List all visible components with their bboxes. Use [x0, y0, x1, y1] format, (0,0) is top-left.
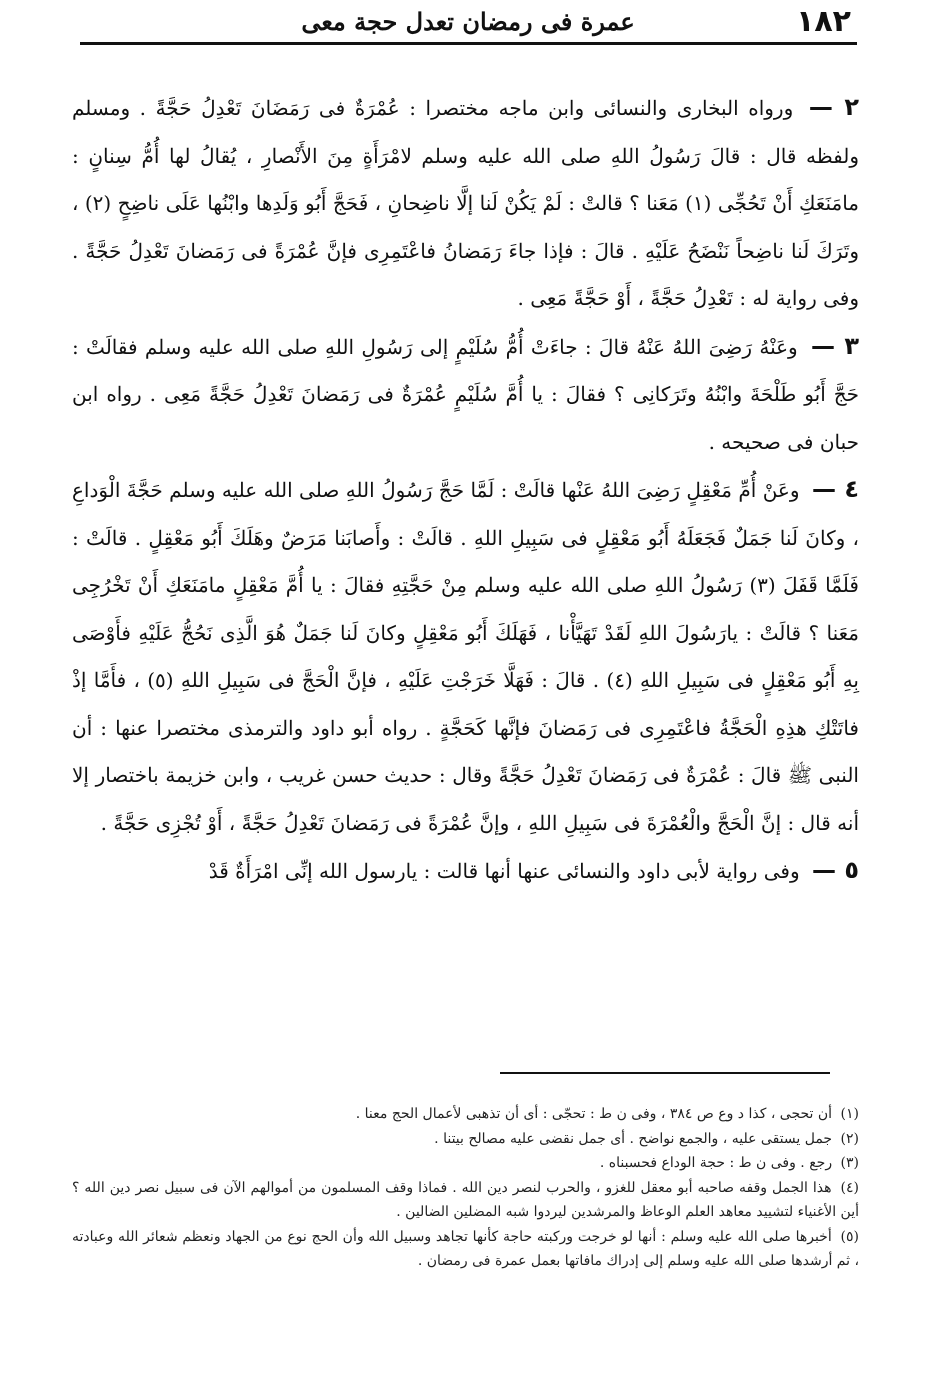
page-header — [80, 0, 857, 45]
footnote — [72, 1127, 859, 1152]
hadith-text: وعَنْ أُمِّ مَعْقِلٍ رَضِىَ اللهُ عَنْها قالَتْ : لَمَّا حَجَّ رَسُولُ اللهِ صلى الله عليه وسلم حَجَّةَ الْوَداعِ ، وكانَ لَنا جَمَلٌ فَجَعَلَهُ أَبُو مَعْقِلٍ فى سَبِيلِ اللهِ . قالَتْ : وأَصابَنا مَرَضٌ وهَلَكَ أَبُو مَعْقِلٍ . قالَتْ : فَلَمَّا قَفَلَ (٣) رَسُولُ اللهِ صلى الله عليه وسلم مِنْ حَجَّتِهِ فقالَ : يا أُمَّ مَعْقِلٍ مامَنَعَكِ أَنْ تَخْرُجِى مَعَنا ؟ قالَتْ : يارَسُولَ اللهِ لَقَدْ تَهَيَّأْنا ، فَهَلَكَ أَبُو مَعْقِلٍ وكانَ لَنا جَمَلٌ هُوَ الَّذِى نَحُجُّ عَلَيْهِ فأَوْصَى بِهِ أَبُو مَعْقِلٍ فى سَبِيلِ اللهِ (٤) . قالَ : فَهَلَّا خَرَجْتِ عَلَيْهِ ، فإنَّ الْحَجَّ فى سَبِيلِ اللهِ (٥) ، فأَمَّا إذْ فاتَتْكِ هذِهِ الْحَجَّةُ فاعْتَمِرِى فى رَمَضانَ فإنَّها كَحَجَّةٍ . رواه أبو داود والترمذى مختصرا عنها : أن النبى ﷺ قالَ : عُمْرَةٌ فى رَمَضانَ تَعْدِلُ حَجَّةً وقال : حديث حسن غريب ، وابن خزيمة باختصار إلا أنه قال : إنَّ الْحَجَّ والْعُمْرَةَ فى سَبِيلِ اللهِ ، وإنَّ عُمْرَةً فى رَمَضانَ تَعْدِلُ حَجَّةً ، أَوْ تُجْزِى حَجَّةً . — [72, 478, 859, 835]
hadith-paragraph — [72, 84, 859, 323]
footnote-number: (١) — [840, 1106, 859, 1122]
page-number: ١٨٢ — [796, 3, 851, 39]
hadith-paragraph — [72, 323, 859, 467]
hadith-paragraph — [72, 466, 859, 847]
footnote-number: (٣) — [840, 1155, 859, 1171]
footnote-number: (٥) — [840, 1228, 860, 1245]
footnote — [72, 1176, 859, 1225]
hadith-number: ٢ — — [808, 93, 860, 121]
footnote-divider — [500, 1072, 830, 1074]
running-title: عمرة فى رمضان تعدل حجة معى — [301, 6, 635, 36]
footnote — [72, 1102, 859, 1127]
hadith-paragraph — [72, 847, 859, 896]
footnote-text: أن تحجى ، كذا د وع ص ٣٨٤ ، وفى ن ط : تحجّى : أى أن تذهبى لأعمال الحج معنا . — [355, 1106, 833, 1122]
hadith-text: وعَنْهُ رَضِىَ اللهُ عَنْهُ قالَ : جاءَتْ أُمُّ سُلَيْمٍ إلى رَسُولِ اللهِ صلى الله عليه وسلم فقالَتْ : حَجَّ أَبُو طَلْحَةَ وابْنُهُ وتَرَكانِى ؟ فقالَ : يا أُمَّ سُلَيْمٍ عُمْرَةٌ فى رَمَضانَ تَعْدِلُ حَجَّةً مَعِى . رواه ابن حبان فى صحيحه . — [72, 334, 859, 454]
hadith-text: وفى رواية لأبى داود والنسائى عنها أنها قالت : يارسول الله إنِّى امْرَأَةٌ قَدْ — [208, 859, 800, 883]
hadith-number: ٥ — — [811, 856, 859, 884]
footnote — [72, 1225, 859, 1274]
hadith-number: ٣ — — [811, 331, 860, 360]
hadith-number: ٤ — — [811, 475, 859, 503]
footnote-text: أخبرها صلى الله عليه وسلم : أنها لو خرجت وركبته حاجة كأنها تجاهد وسبيل الله وأن الحج نوع من الجهاد ونعظم شعائر الله وعبادته ، ثم أرشدها صلى الله عليه وسلم إلى إدراك مافاتها بعمل عمرة فى رمضان . — [72, 1228, 859, 1269]
footnote-text: رجع . وفى ن ط : حجة الوداع فحسبناه . — [599, 1155, 833, 1171]
footnote-text: جمل يستقى عليه ، والجمع نواضح . أى جمل نقضى عليه مصالح بيتنا . — [434, 1130, 833, 1147]
footnotes — [72, 1102, 859, 1274]
hadith-text: ورواه البخارى والنسائى وابن ماجه مختصرا : عُمْرَةٌ فى رَمَضَانَ تَعْدِلُ حَجَّةً . ومسلم ولفظه قال : قالَ رَسُولُ اللهِ صلى الله عليه وسلم لامْرَأَةٍ مِنَ الأَنْصارِ ، يُقالُ لها أُمُّ سِنانٍ : مامَنَعَكِ أَنْ تَحُجِّى (١) مَعَنا ؟ قالتْ : لَمْ يَكُنْ لَنا إلَّا ناضِحانِ ، فَحَجَّ أَبُو وَلَدِها وابْنُها عَلَى ناضِحٍ (٢) ، وتَرَكَ لَنا ناضِحاً نَنْضَحُ عَلَيْهِ . قالَ : فإذا جاءَ رَمَضانُ فاعْتَمِرِى فإنَّ عُمْرَةً فى رَمَضانَ تَعْدِلُ حَجَّةً . وفى رواية له : تَعْدِلُ حَجَّةً ، أَوْ حَجَّةً مَعِى . — [72, 96, 859, 310]
footnote — [72, 1151, 859, 1176]
main-text — [72, 84, 859, 896]
footnote-text: هذا الجمل وقفه صاحبه أبو معقل للغزو ، والحرب لنصر دين الله . فماذا وقف المسلمون من أموالهم الآن فى سبيل نصر دين الله ؟ أين الأغنياء لتشييد معاهد العلم الوعاظ والمرشدين ليردوا شبه المضلين الضالين . — [72, 1179, 859, 1220]
footnote-number: (٢) — [840, 1130, 859, 1147]
footnote-number: (٤) — [840, 1179, 860, 1196]
